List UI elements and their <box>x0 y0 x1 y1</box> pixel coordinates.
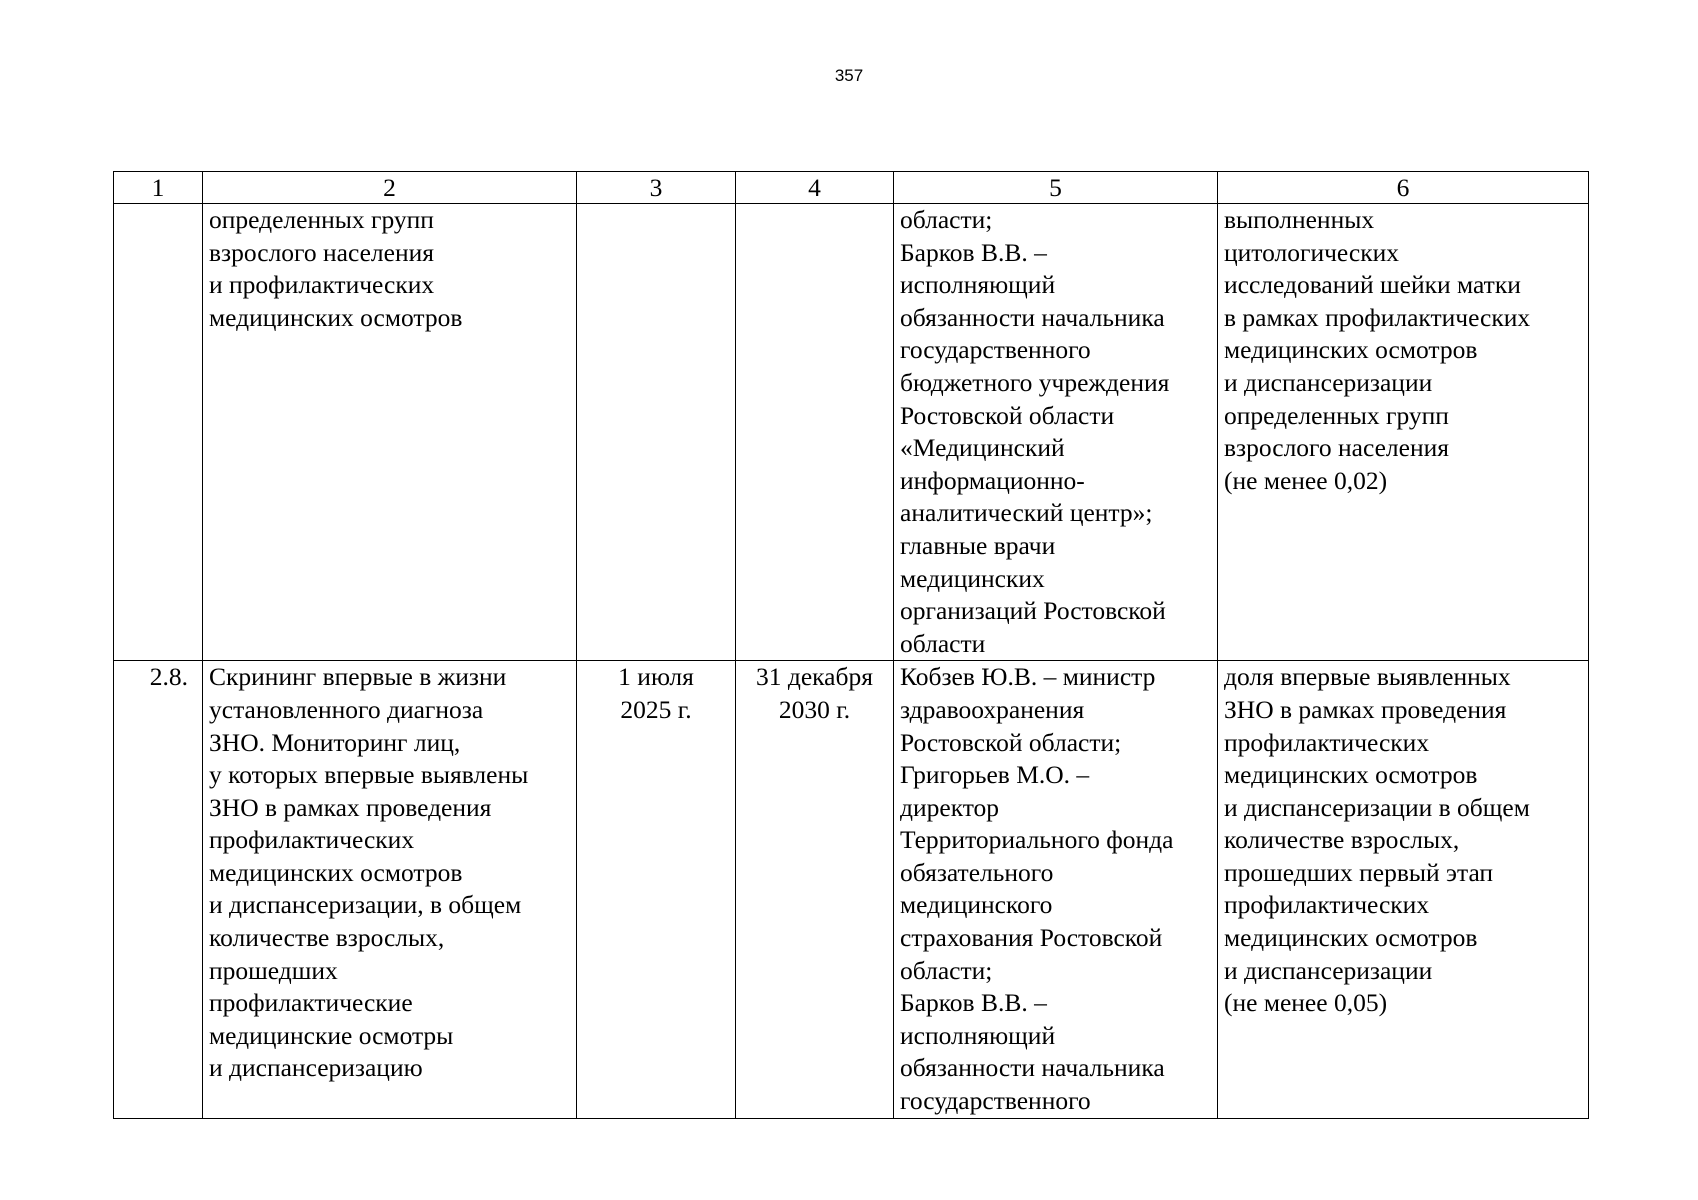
responsible-cell: области; Барков В.В. – исполняющий обязанности начальника государственного бюджетного учреждения Ростовской области «Медицинский информационно- аналитический центр»; главные врачи медицинских организаций Ростовской области <box>894 204 1218 661</box>
result-cell: доля впервые выявленных ЗНО в рамках проведения профилактических медицинских осмотров и диспансеризации в общем количестве взрослых, прошедших первый этап профилактических медицинских осмотров и диспансеризации (не менее 0,05) <box>1218 661 1589 1118</box>
column-header-1: 1 <box>114 172 203 204</box>
row-number-cell: 2.8. <box>114 661 203 1118</box>
responsible-cell: Кобзев Ю.В. – министр здравоохранения Ростовской области; Григорьев М.О. – директор Территориального фонда обязательного медицинского страхования Ростовской области; Барков В.В. – исполняющий обязанности начальника государственного <box>894 661 1218 1118</box>
result-cell: выполненных цитологических исследований шейки матки в рамках профилактических медицинских осмотров и диспансеризации определенных групп взрослого населения (не менее 0,02) <box>1218 204 1589 661</box>
end-date-cell <box>736 204 894 661</box>
row-number-cell <box>114 204 203 661</box>
start-date-cell <box>577 204 736 661</box>
event-name-cell: определенных групп взрослого населения и профилактических медицинских осмотров <box>203 204 577 661</box>
event-name-cell: Скрининг впервые в жизни установленного диагноза ЗНО. Мониторинг лиц, у которых впервые выявлены ЗНО в рамках проведения профилактических медицинских осмотров и диспансеризации, в общем количестве взрослых, прошедших профилактические медицинские осмотры и диспансеризацию <box>203 661 577 1118</box>
plan-table <box>113 171 1589 1119</box>
column-header-2: 2 <box>203 172 577 204</box>
column-header-6: 6 <box>1218 172 1589 204</box>
table-row <box>114 204 1589 661</box>
column-header-5: 5 <box>894 172 1218 204</box>
table-row <box>114 661 1589 1118</box>
end-date-cell: 31 декабря 2030 г. <box>736 661 894 1118</box>
table-header-row <box>114 172 1589 204</box>
page-number: 357 <box>834 66 864 85</box>
start-date-cell: 1 июля 2025 г. <box>577 661 736 1118</box>
column-header-3: 3 <box>577 172 736 204</box>
column-header-4: 4 <box>736 172 894 204</box>
